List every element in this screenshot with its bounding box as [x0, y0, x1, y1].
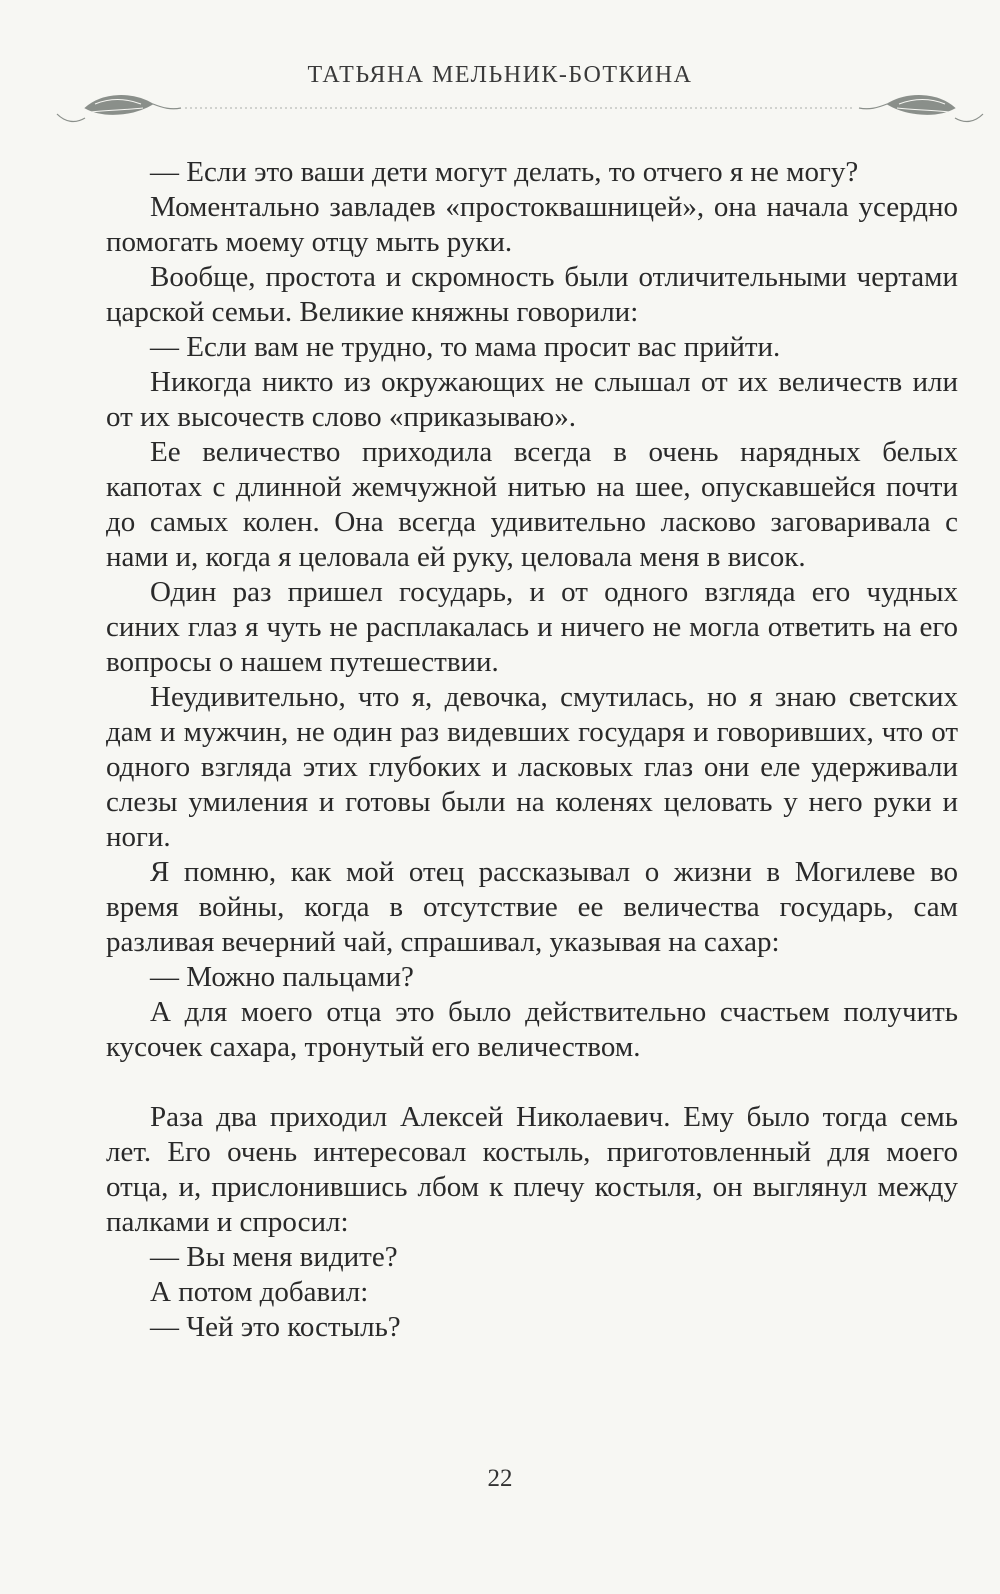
dialogue-line: — Если вам не трудно, то мама просит вас прийти.: [150, 331, 781, 363]
paragraph: Ее величество приходила всегда в очень нарядных белых капотах с длинной жемчужной нитью на шее, опускавшейся почти до самых колен. Она всегда удивительно ласково заговаривала с нами и, когда я целовала ей руку, целовала меня в висок.: [106, 436, 958, 573]
leaf-flourish-icon: [859, 95, 983, 121]
paragraph: А для моего отца это было действительно счастьем получить кусочек сахара, тронутый его величеством.: [106, 996, 958, 1063]
paragraph: Один раз пришел государь, и от одного взгляда его чудных синих глаз я чуть не расплакалась и ничего не могла ответить на его вопросы о нашем путешествии.: [106, 576, 958, 678]
paragraph: Вообще, простота и скромность были отличительными чертами царской семьи. Великие княжны говорили:: [106, 261, 958, 328]
paragraph: Раза два приходил Алексей Николаевич. Ему было тогда семь лет. Его очень интересовал костыль, приготовленный для моего отца, и, прислонившись лбом к плечу костыля, он выглянул между палками и спросил:: [106, 1101, 958, 1238]
dialogue-line: — Можно пальцами?: [150, 961, 414, 993]
header-ornament: [55, 88, 985, 132]
page-number: 22: [487, 1465, 513, 1492]
paragraph: Никогда никто из окружающих не слышал от их величеств или от их высочеств слово «приказываю».: [106, 366, 958, 433]
dialogue-line: — Вы меня видите?: [150, 1241, 398, 1273]
leaf-flourish-icon: [57, 95, 181, 121]
paragraph: А потом добавил:: [150, 1276, 369, 1308]
paragraph: Я помню, как мой отец рассказывал о жизни в Могилеве во время войны, когда в отсутствие ее величества государь, сам разливая вечерний чай, спрашивал, указывая на сахар:: [106, 856, 958, 958]
paragraph: Моментально завладев «простоквашницей», она начала усердно помогать моему отцу мыть руки.: [106, 191, 958, 258]
dialogue-line: — Чей это костыль?: [150, 1311, 401, 1343]
paragraph: Неудивительно, что я, девочка, смутилась, но я знаю светских дам и мужчин, не один раз видевших государя и говоривших, что от одного взгляда этих глубоких и ласковых глаз они еле удерживали слезы умиления и готовы были на коленях целовать у него руки и ноги.: [106, 681, 958, 853]
body-text: [106, 155, 958, 1345]
paragraph: — Если это ваши дети могут делать, то отчего я не могу?: [150, 156, 859, 188]
running-head: ТАТЬЯНА МЕЛЬНИК-БОТКИНА: [307, 62, 693, 88]
